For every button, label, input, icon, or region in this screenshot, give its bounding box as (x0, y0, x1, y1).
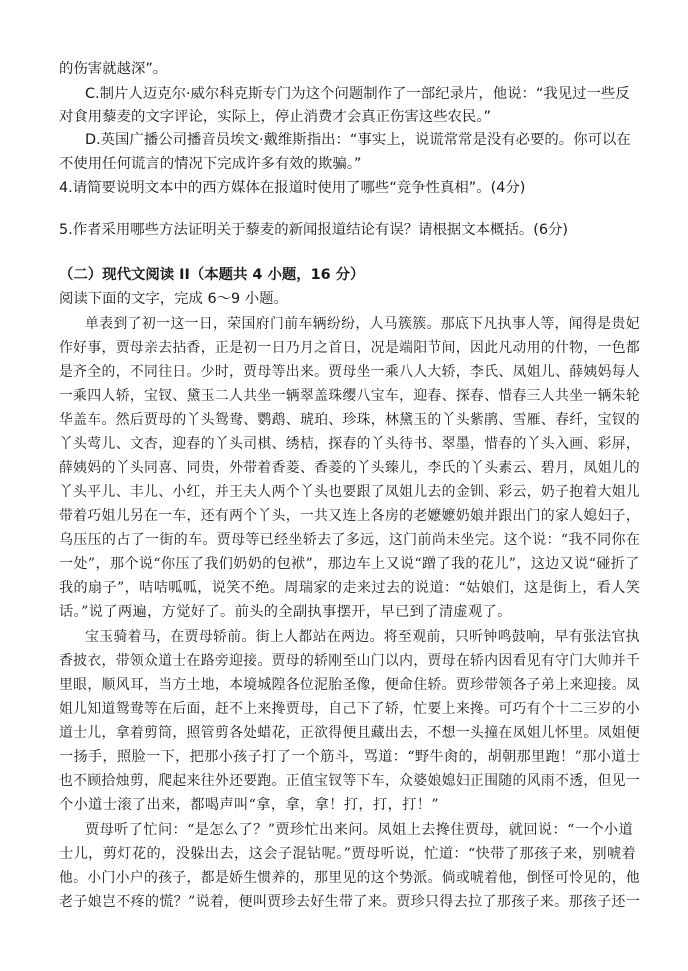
passage-line: 带着巧姐儿另在一车，还有两个丫头，一共又连上各房的老嬷嬷奶娘并跟出门的家人媳妇子， (59, 508, 641, 524)
text-line-continuation: 的伤害就越深”。 (59, 61, 168, 77)
passage-line: 话。”说了两遍，方觉好了。前头的全副执事摆开，早已到了清虚观了。 (59, 604, 512, 620)
passage-line: 士儿，剪灯花的，没躲出去，这会子混钻呢。”贾母听说，忙道：“快带了那孩子来，别唬着 (59, 846, 637, 862)
passage-line: 丫头莺儿、文杏，迎春的丫头司棋、绣桔，探春的丫头待书、翠墨，惜春的丫头入画、彩屏， (59, 436, 641, 452)
passage-line: 华盖车。然后贾母的丫头鸳鸯、鹦鹉、琥珀、珍珠，林黛玉的丫头紫鹃、雪雁、春纤，宝钗的 (59, 412, 641, 428)
passage-line: 薛姨妈的丫头同喜、同贵，外带着香菱、香菱的丫头臻儿，李氏的丫头素云、碧月，凤姐儿的 (59, 460, 641, 476)
passage-line: 里眼，顺风耳，当方土地，本境城隍各位泥胎圣像，便命住轿。贾珍带领各子弟上来迎接。凤 (59, 677, 641, 693)
section-2-heading: （二）现代文阅读 II（本题共 4 小题，16 分） (59, 267, 365, 283)
passage-line: 香披衣，带领众道士在路旁迎接。贾母的轿刚至山门以内，贾母在轿内因看见有守门大帅并千 (59, 653, 641, 669)
passage-line: 作好事，贾母亲去拈香，正是初一日乃月之首日，况是端阳节间，因此凡动用的什物，一色都 (59, 340, 641, 356)
passage-line: 是齐全的，不同往日。少时，贾母等出来。贾母坐一乘八人大轿，李氏、凤姐儿、薛姨妈每人 (59, 364, 641, 380)
passage-line: 一处”，那个说“你压了我们奶奶的包袱”，那边车上又说“蹭了我的花儿”，这边又说“碰折了 (59, 556, 640, 572)
option-c-line-2: 对食用藜麦的文字评论，实际上，停止消费才会真正伤害这些农民。” (59, 109, 491, 125)
passage-line: 宝玉骑着马，在贾母轿前。街上人都站在两边。将至观前，只听钟鸣鼓响，早有张法官执 (85, 629, 640, 645)
question-4: 4.请简要说明文本中的西方媒体在报道时使用了哪些“竞争性真相”。(4分) (59, 180, 526, 196)
passage-line: 贾母听了忙问：“是怎么了？”贾珍忙出来问。凤姐上去搀住贾母，就回说：“一个小道 (85, 822, 634, 838)
option-c-line-1: C.制片人迈克尔·威尔科克斯专门为这个问题制作了一部纪录片，他说：“我见过一些反 (85, 86, 630, 102)
passage-line: 他。小门小户的孩子，都是娇生惯养的，那里见的这个势派。倘或唬着他，倒怪可怜见的，他 (59, 870, 641, 886)
passage-line: 单表到了初一这一日，荣国府门前车辆纷纷，人马簇簇。那底下凡执事人等，闻得是贵妃 (85, 316, 640, 332)
passage-line: 丫头平儿、丰儿、小红，并王夫人两个丫头也要跟了凤姐儿去的金钏、彩云，奶子抱着大姐儿 (59, 484, 641, 500)
passage-line: 乌压压的占了一街的车。贾母等已经坐轿去了多远，这门前尚未坐完。这个说：“我不同你在 (59, 532, 641, 548)
passage-line: 老子娘岂不疼的慌？”说着，便叫贾珍去好生带了来。贾珍只得去拉了那孩子来。那孩子还一 (59, 894, 641, 910)
passage-line: 道士儿，拿着剪筒，照管剪各处蜡花，正欲得便且藏出去，不想一头撞在凤姐儿怀里。凤姐便 (59, 725, 641, 741)
section-2-instruction: 阅读下面的文字，完成 6～9 小题。 (59, 291, 288, 307)
passage-line: 也不顾拾烛剪，爬起来往外还要跑。正值宝钗等下车，众婆娘媳妇正围随的风雨不透，但见一 (59, 773, 641, 789)
option-d-line-2: 不使用任何谎言的情况下完成许多有效的欺骗。” (59, 156, 362, 172)
passage-line: 我的扇子”，咭咭呱呱，说笑不绝。周瑞家的走来过去的说道：“姑娘们，这是街上，看人笑 (59, 580, 641, 596)
passage-line: 姐儿知道鸳鸯等在后面，赶不上来搀贾母，自己下了轿，忙要上来搀。可巧有个十二三岁的小 (59, 701, 641, 717)
passage-line: 一扬手，照脸一下，把那小孩子打了一个筋斗，骂道：“野牛肏的，胡朝那里跑！”那小道士 (59, 749, 641, 765)
option-d-line-1: D.英国广播公司播音员埃文·戴维斯指出：“事实上，说谎常常是没有必要的。你可以在 (85, 132, 631, 148)
question-5: 5.作者采用哪些方法证明关于藜麦的新闻报道结论有误？请根据文本概括。(6分) (59, 222, 569, 238)
passage-line: 个小道士滚了出来，都喝声叫“拿，拿，拿！打，打，打！” (59, 797, 439, 813)
passage-line: 一乘四人轿，宝钗、黛玉二人共坐一辆翠盖珠缨八宝车，迎春、探春、惜春三人共坐一辆朱轮 (59, 388, 641, 404)
